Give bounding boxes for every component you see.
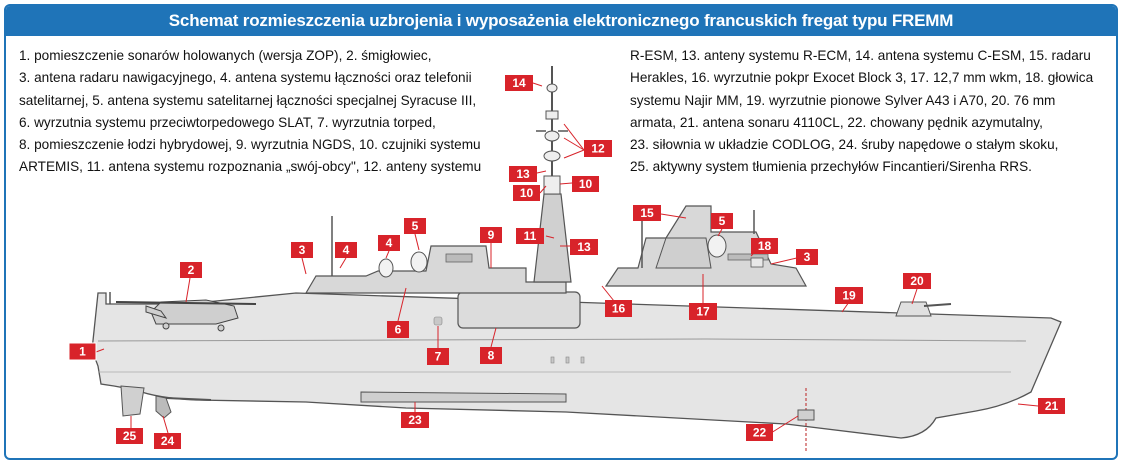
callout-25 [116, 428, 143, 444]
callout-23 [401, 412, 429, 428]
callout-label: 13 [577, 240, 591, 254]
callout-label: 17 [696, 304, 710, 319]
callout-4b [378, 235, 400, 251]
callout-13a [509, 166, 537, 182]
callout-24 [154, 433, 181, 449]
rudder [121, 386, 144, 416]
callout-label: 22 [752, 425, 767, 440]
hangar-window [446, 254, 472, 262]
engine-room [361, 392, 566, 402]
gun-76mm [896, 302, 931, 316]
callout-label: 3 [298, 243, 306, 257]
callout-5b [711, 213, 733, 229]
callout-13b [570, 239, 598, 255]
callout-label: 18 [757, 239, 772, 253]
callout-label: 10 [578, 177, 593, 191]
legend-line: Herakles, 16. wyrzutnie pokpr Exocet Block 3, 17. 12,7 mm wkm, 18. głowica [630, 70, 1094, 86]
callout-10b [572, 176, 599, 192]
callout-19 [835, 287, 863, 304]
callout-label: 24 [160, 434, 175, 448]
callout-label: 14 [512, 76, 526, 90]
legend-line: 1. pomieszczenie sonarów holowanych (wersja ZOP), 2. śmigłowiec, [19, 48, 432, 63]
callout-7 [427, 348, 449, 365]
callout-label: 3 [803, 250, 811, 264]
boat-bay [458, 292, 580, 328]
callout-label: 21 [1044, 399, 1059, 413]
frigate-illustration [6, 6, 1116, 458]
callout-label: 23 [408, 413, 422, 427]
callout-label: 12 [591, 141, 605, 156]
legend-line: 6. wyrzutnia systemu przeciwtorpedowego SLAT, 7. wyrzutnia torped, [19, 114, 436, 130]
callout-label: 19 [842, 288, 856, 303]
callout-17 [689, 303, 717, 320]
callout-label: 1 [79, 344, 86, 359]
callout-6 [387, 321, 409, 338]
callout-2 [180, 262, 202, 278]
callout-18 [751, 238, 778, 254]
legend-line: satelitarnej, 5. antena systemu satelitarnej łączności specjalnej Syracuse III, [19, 92, 477, 108]
callout-label: 8 [487, 348, 495, 363]
diagram-title: Schemat rozmieszczenia uzbrojenia i wyposażenia elektronicznego francuskich fregat typu FREMM [6, 6, 1116, 36]
callout-4 [335, 242, 357, 258]
legend-line: ARTEMIS, 11. antena systemu rozpoznania „swój-obcy", 12. anteny systemu [19, 159, 482, 175]
legend-line: systemu Najir MM, 19. wyrzutnie pionowe Sylver A43 i A70, 20. 76 mm [630, 92, 1056, 108]
legend-line: 23. siłownia w układzie CODLOG, 24. śruby napędowe o stałym skoku, [630, 137, 1059, 153]
callout-16 [605, 300, 632, 317]
callout-3 [291, 242, 313, 258]
callout-3b [796, 249, 818, 265]
radome-left [379, 259, 393, 277]
legend-line: 8. pomieszczenie łodzi hybrydowej, 9. wyrzutnia NGDS, 10. czujniki systemu [19, 137, 481, 153]
radome-center [411, 252, 427, 272]
callout-label: 2 [187, 263, 195, 277]
callout-label: 16 [611, 301, 626, 316]
callout-14 [505, 75, 533, 91]
callout-label: 15 [640, 206, 654, 220]
propeller [156, 396, 171, 418]
callout-10a [513, 185, 540, 201]
callout-5 [404, 218, 426, 234]
legend-line: 3. antena radaru nawigacyjnego, 4. antena systemu łączności oraz telefonii [19, 70, 472, 86]
callout-21 [1038, 398, 1065, 414]
callout-11 [516, 228, 544, 244]
radome-forward [708, 235, 726, 257]
callout-label: 4 [342, 243, 350, 257]
callout-label: 5 [411, 219, 419, 233]
callout-label: 9 [487, 228, 495, 242]
callout-22 [746, 424, 773, 441]
legend-line: 25. aktywny system tłumienia przechyłów Fincantieri/Sirenha RRS. [630, 159, 1032, 175]
callout-label: 10 [519, 186, 534, 200]
callout-8 [480, 347, 502, 364]
legend-line: R-ESM, 13. anteny systemu R-ECM, 14. antena systemu C-ESM, 15. radaru [630, 48, 1091, 63]
callout-15 [633, 205, 661, 221]
callout-label: 20 [910, 274, 924, 288]
callout-label: 6 [394, 322, 402, 337]
najir-director [751, 258, 763, 267]
diagram-frame [4, 4, 1118, 460]
callout-label: 4 [385, 236, 393, 250]
callout-9 [480, 227, 502, 243]
herakles-radar-mast [656, 238, 711, 268]
callout-label: 25 [122, 429, 137, 443]
callout-1 [69, 343, 96, 360]
callout-20 [903, 273, 931, 289]
legend-line: armata, 21. antena sonaru 4110CL, 22. chowany pędnik azymutalny, [630, 114, 1043, 130]
callout-label: 13 [516, 167, 530, 181]
callout-12 [584, 140, 612, 157]
callout-label: 7 [434, 349, 442, 364]
callout-label: 5 [718, 214, 726, 228]
callout-label: 11 [523, 229, 537, 243]
